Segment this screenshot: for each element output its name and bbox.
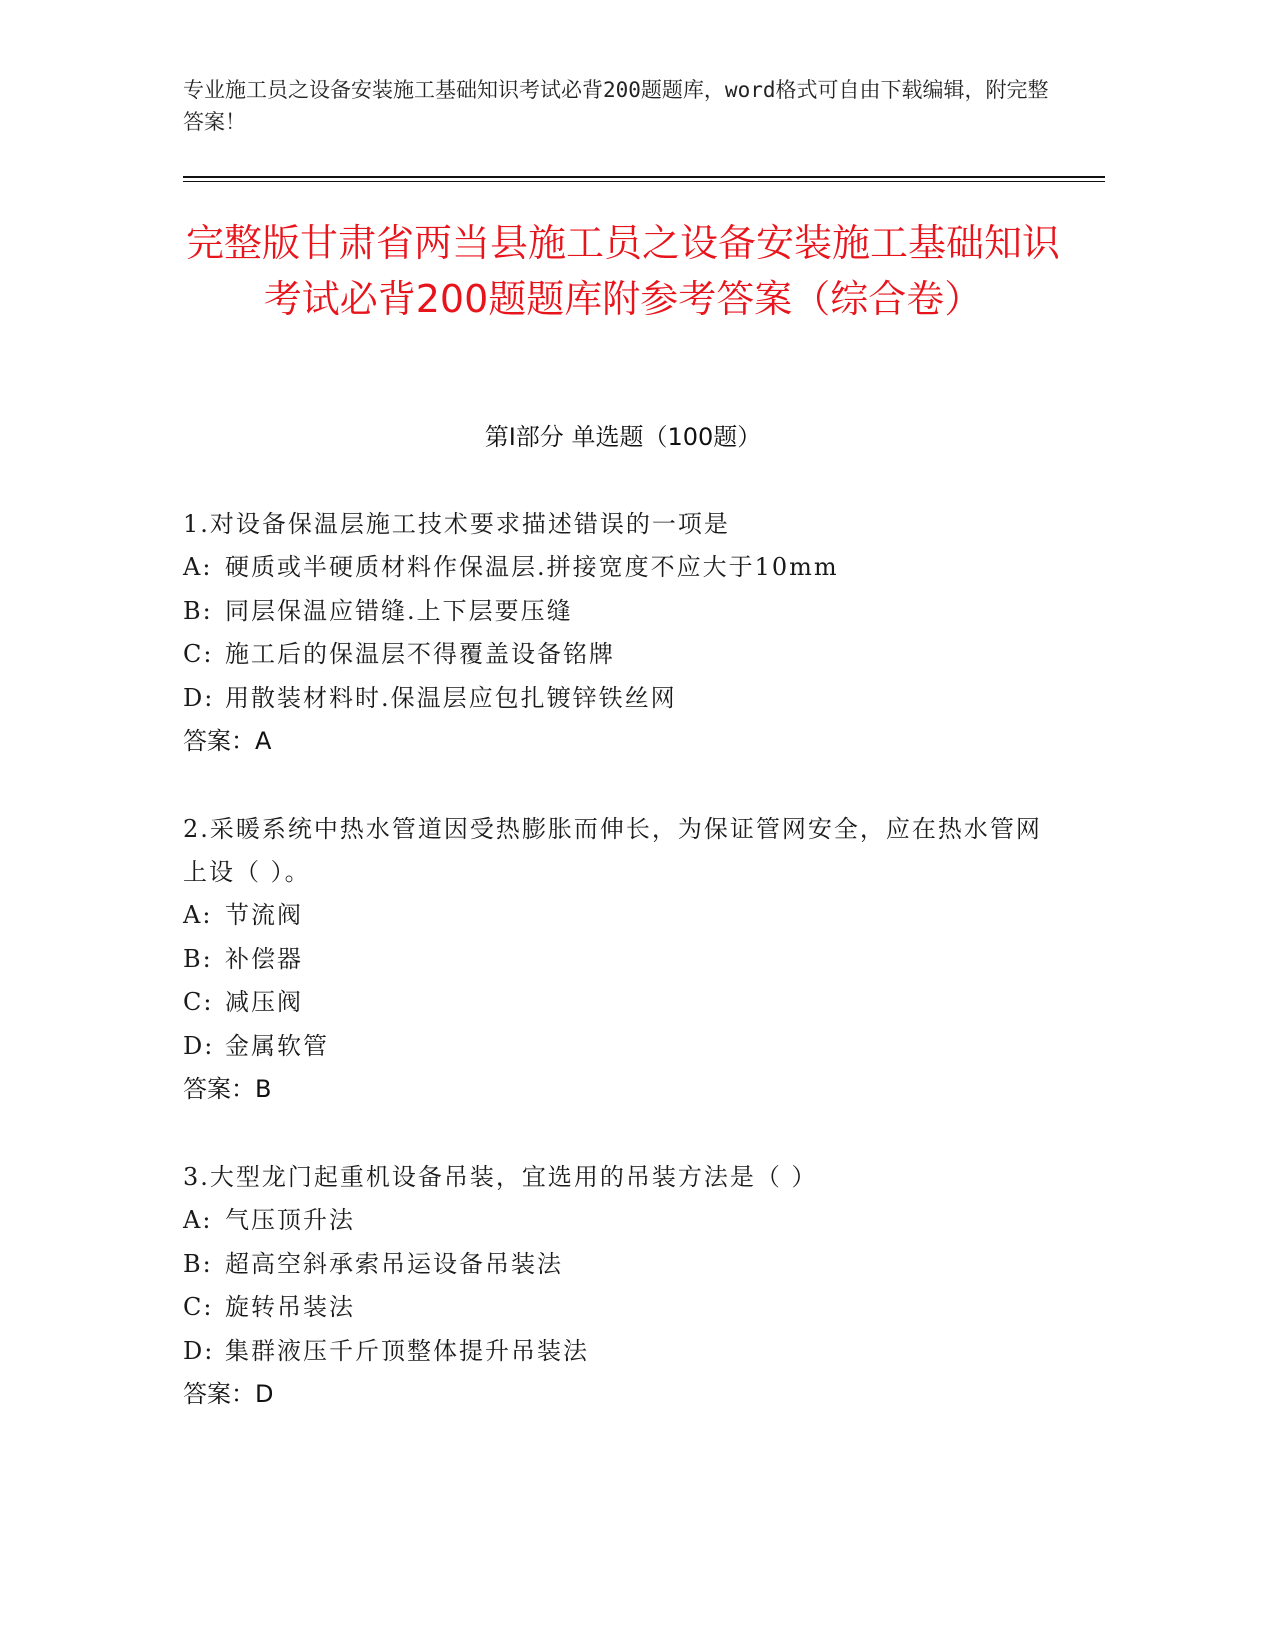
question-3	[183, 1156, 1063, 1417]
option-text: 同层保温应错缝.上下层要压缝	[225, 596, 573, 625]
option-letter: C:	[183, 1293, 214, 1322]
option-letter: C:	[183, 988, 214, 1017]
option-text: 气压顶升法	[225, 1206, 355, 1234]
option-text: 节流阀	[225, 901, 303, 929]
option-letter: B:	[183, 1249, 213, 1278]
option-letter: A:	[183, 901, 213, 929]
header-divider-thick	[183, 176, 1105, 178]
option-c	[183, 633, 1063, 677]
option-d	[183, 1025, 1063, 1069]
option-c	[183, 981, 1063, 1025]
document-title: 完整版甘肃省两当县施工员之设备安装施工基础知识考试必背200题题库附参考答案（综合卷）	[185, 221, 1060, 321]
answer: 答案：D	[183, 1380, 274, 1409]
option-text: 超高空斜承索吊运设备吊装法	[225, 1249, 563, 1278]
option-text: 补偿器	[225, 944, 303, 973]
option-text: 施工后的保温层不得覆盖设备铭牌	[225, 640, 615, 669]
header-note: 专业施工员之设备安装施工基础知识考试必背200题题库，word格式可自由下载编辑，附完整答案！	[183, 78, 1049, 134]
option-d	[183, 1330, 1063, 1374]
question-2	[183, 808, 1063, 1112]
option-letter: C:	[183, 640, 214, 669]
question-1	[183, 503, 1063, 764]
option-b	[183, 1243, 1063, 1287]
option-text: 金属软管	[225, 1031, 329, 1060]
option-text: 用散装材料时.保温层应包扎镀锌铁丝网	[225, 683, 677, 712]
answer: 答案：B	[183, 1075, 272, 1104]
option-text: 集群液压千斤顶整体提升吊装法	[225, 1336, 589, 1365]
header-divider-thin	[183, 181, 1105, 182]
option-c	[183, 1286, 1063, 1330]
option-letter: A:	[183, 1206, 213, 1234]
question-stem: 3.大型龙门起重机设备吊装，宜选用的吊装方法是（ ）	[183, 1163, 818, 1191]
option-letter: D:	[183, 1031, 215, 1060]
option-b	[183, 938, 1063, 982]
question-stem: 1.对设备保温层施工技术要求描述错误的一项是	[183, 510, 730, 538]
option-text: 旋转吊装法	[225, 1293, 355, 1322]
option-text: 减压阀	[225, 988, 303, 1017]
option-letter: B:	[183, 944, 213, 973]
option-d	[183, 677, 1063, 721]
option-letter: B:	[183, 596, 213, 625]
option-letter: D:	[183, 1336, 215, 1365]
option-text: 硬质或半硬质材料作保温层.拼接宽度不应大于10mm	[225, 553, 839, 581]
option-a	[183, 546, 1063, 590]
option-b	[183, 590, 1063, 634]
option-a	[183, 1199, 1063, 1243]
question-stem: 2.采暖系统中热水管道因受热膨胀而伸长，为保证管网安全，应在热水管网上设（ ）。	[183, 815, 1042, 886]
option-a	[183, 894, 1063, 938]
answer: 答案：A	[183, 727, 272, 756]
option-letter: A:	[183, 553, 213, 581]
section-title: 第Ⅰ部分 单选题（100题）	[484, 423, 762, 451]
option-letter: D:	[183, 683, 215, 712]
